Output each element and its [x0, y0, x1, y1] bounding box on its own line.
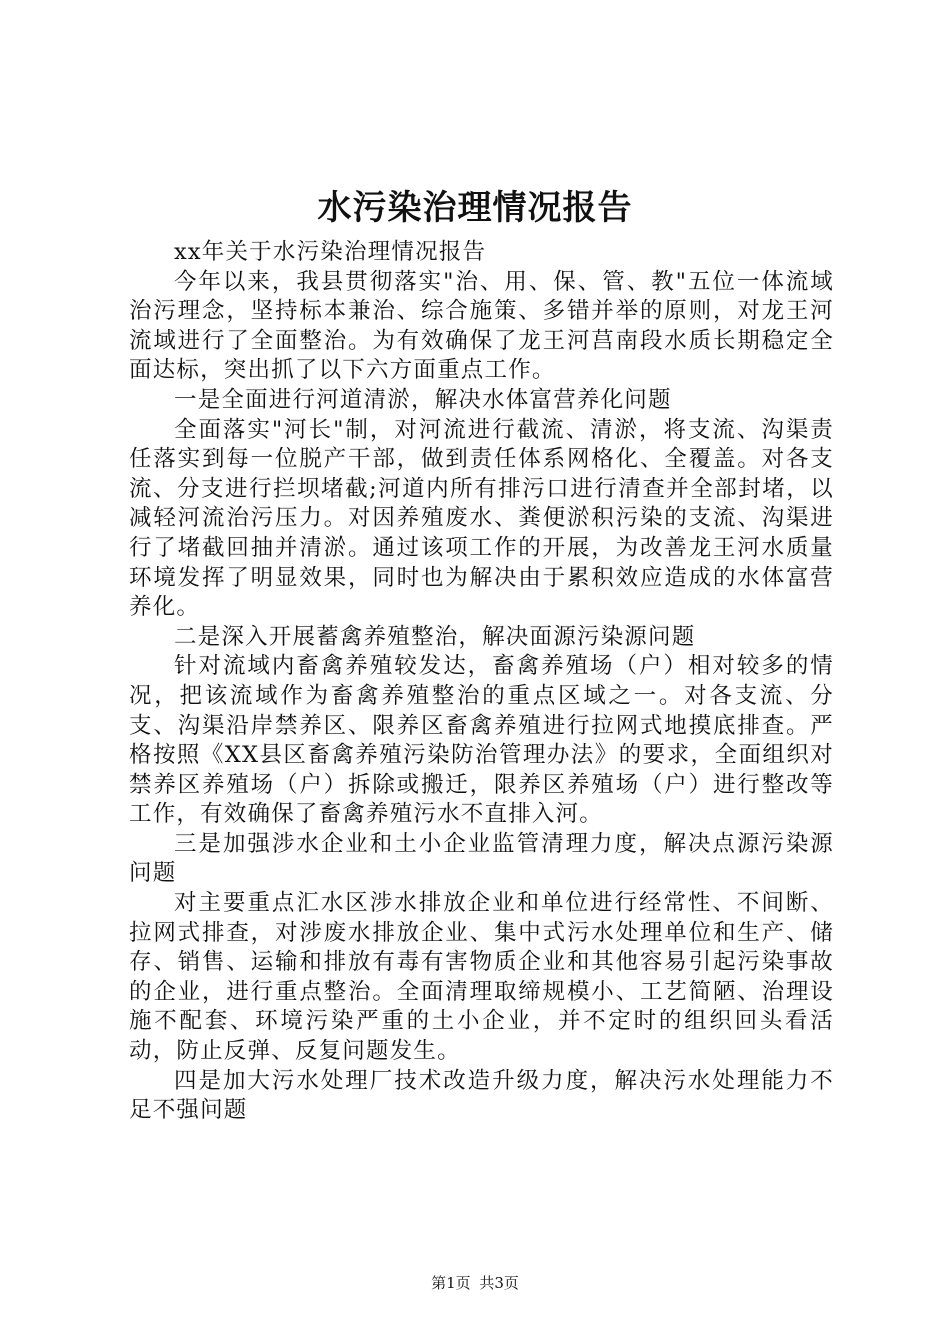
- page-footer: [0, 1273, 950, 1293]
- section-heading-2: 二是深入开展蓄禽养殖整治，解决面源污染源问题: [174, 623, 696, 650]
- document-body: [129, 238, 834, 1126]
- section-heading-3: 三是加强涉水企业和土小企业监管清理力度，解决点源污染源问题: [129, 830, 834, 887]
- intro-paragraph: 今年以来，我县贯彻落实"治、用、保、管、教"五位一体流域治污理念，坚持标本兼治、综合施策、多错并举的原则，对龙王河流域进行了全面整治。为有效确保了龙王河莒南段水质长期稳定全面达标，突出抓了以下六方面重点工作。: [129, 268, 834, 384]
- page-total: 共3页: [479, 1274, 519, 1292]
- subtitle-paragraph: xx年关于水污染治理情况报告: [174, 239, 487, 265]
- section-body-2: 针对流域内畜禽养殖较发达，畜禽养殖场（户）相对较多的情况，把该流域作为畜禽养殖整治的重点区域之一。对各支流、分支、沟渠沿岸禁养区、限养区畜禽养殖进行拉网式地摸底排查。严格按照《XX县区畜禽养殖污染防治管理办法》的要求，全面组织对禁养区养殖场（户）拆除或搬迁，限养区养殖场（户）进行整改等工作，有效确保了畜禽养殖污水不直排入河。: [129, 653, 834, 828]
- section-heading-1: 一是全面进行河道清淤，解决水体富营养化问题: [174, 386, 672, 413]
- section-body-1: 全面落实"河长"制，对河流进行截流、清淤，将支流、沟渠责任落实到每一位脱产干部，做到责任体系网格化、全覆盖。对各支流、分支进行拦坝堵截;河道内所有排污口进行清查并全部封堵，以减轻河流治污压力。对因养殖废水、粪便淤积污染的支流、沟渠进行了堵截回抽并清淤。通过该项工作的开展，为改善龙王河水质量环境发挥了明显效果，同时也为解决由于累积效应造成的水体富营养化。: [129, 416, 834, 621]
- section-heading-4: 四是加大污水处理厂技术改造升级力度，解决污水处理能力不足不强问题: [129, 1067, 834, 1124]
- page-number: 第1页: [431, 1274, 471, 1292]
- section-body-3: 对主要重点汇水区涉水排放企业和单位进行经常性、不间断、拉网式排查，对涉废水排放企业、集中式污水处理单位和生产、储存、销售、运输和排放有毒有害物质企业和其他容易引起污染事故的企业，进行重点整治。全面清理取缔规模小、工艺简陋、治理设施不配套、环境污染严重的土小企业，并不定时的组织回头看活动，防止反弹、反复问题发生。: [129, 890, 834, 1065]
- document-title: 水污染治理情况报告: [317, 188, 633, 228]
